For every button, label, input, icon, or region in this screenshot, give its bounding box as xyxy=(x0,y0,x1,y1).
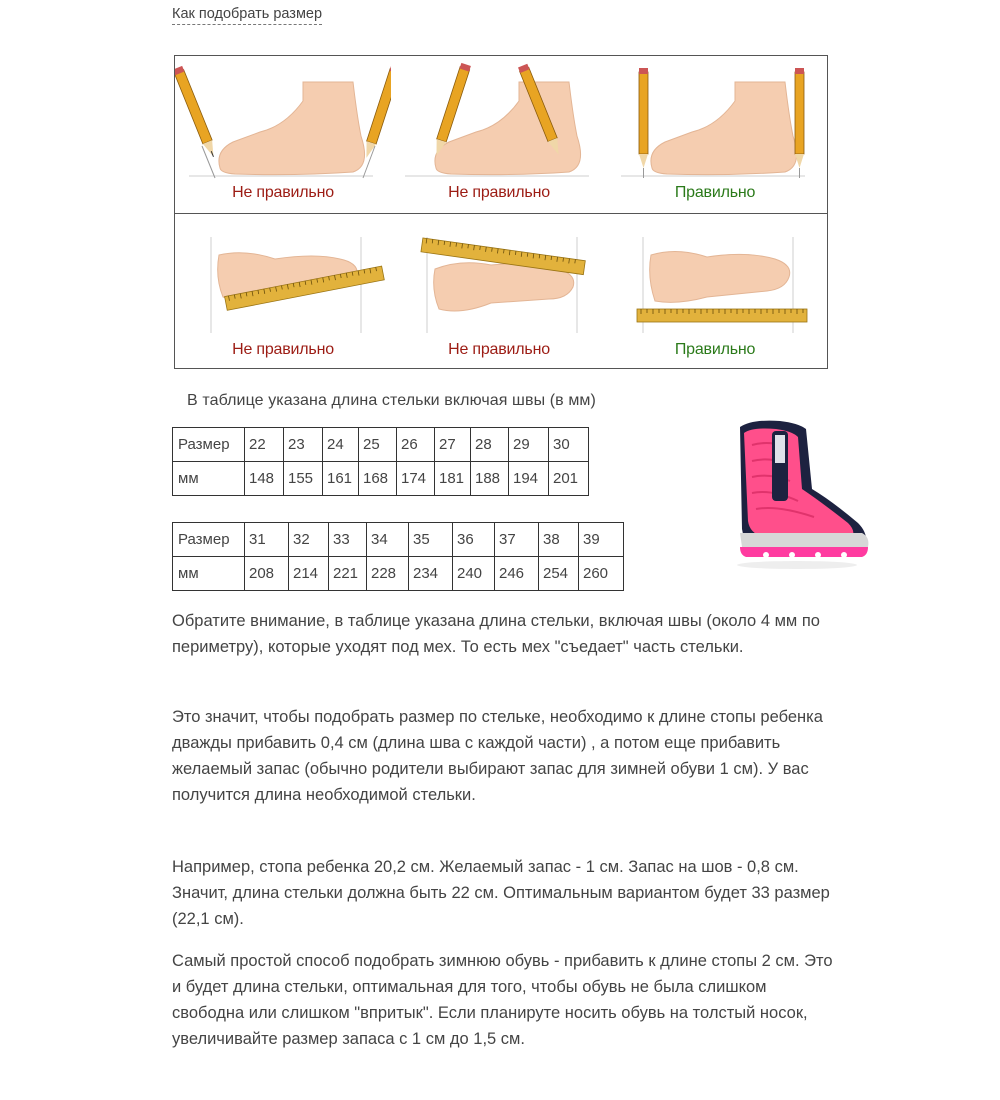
table-header-cell: Размер xyxy=(173,523,245,557)
length-cell: 260 xyxy=(579,557,624,591)
size-table-2 xyxy=(172,522,624,591)
size-guide-link[interactable]: Как подобрать размер xyxy=(172,6,322,25)
length-cell: 234 xyxy=(409,557,453,591)
diagram-cell-side-right xyxy=(607,56,823,213)
verdict-label: Не правильно xyxy=(232,341,334,358)
length-cell: 254 xyxy=(539,557,579,591)
table-caption: В таблице указана длина стельки включая швы (в мм) xyxy=(187,392,596,409)
length-cell: 194 xyxy=(509,462,549,496)
length-cell: 246 xyxy=(495,557,539,591)
length-cell: 240 xyxy=(453,557,495,591)
length-cell: 168 xyxy=(359,462,397,496)
verdict-label: Правильно xyxy=(674,341,756,358)
verdict-label: Не правильно xyxy=(448,184,550,201)
diagram-cell-ruler-wrong-1 xyxy=(175,213,391,370)
paragraph-example: Например, стопа ребенка 20,2 см. Желаемый запас - 1 см. Запас на шов - 0,8 см. Значит, длина стельки должна быть 22 см. Оптимальным вариантом будет 33 размер (22,1 см). xyxy=(172,858,830,928)
size-cell: 29 xyxy=(509,428,549,462)
length-cell: 188 xyxy=(471,462,509,496)
verdict-label: Не правильно xyxy=(448,341,550,358)
size-cell: 23 xyxy=(284,428,323,462)
table-unit-cell: мм xyxy=(173,557,245,591)
size-cell: 24 xyxy=(323,428,359,462)
length-cell: 181 xyxy=(435,462,471,496)
length-cell: 155 xyxy=(284,462,323,496)
pink-winter-boot-image xyxy=(722,405,872,570)
diagram-cell-ruler-wrong-2 xyxy=(391,213,607,370)
table-row-lengths xyxy=(173,557,624,591)
length-cell: 221 xyxy=(329,557,367,591)
size-cell: 33 xyxy=(329,523,367,557)
table-unit-cell: мм xyxy=(173,462,245,496)
size-cell: 22 xyxy=(245,428,284,462)
size-cell: 32 xyxy=(289,523,329,557)
table-row-lengths xyxy=(173,462,589,496)
verdict-label: Правильно xyxy=(674,184,756,201)
verdict-label: Не правильно xyxy=(232,184,334,201)
table-row-sizes xyxy=(173,428,589,462)
foot-measurement-diagram xyxy=(174,55,828,369)
paragraph-seam-note: Обратите внимание, в таблице указана длина стельки, включая швы (около 4 мм по периметру), которые уходят под мех. То есть мех "съедает" часть стельки. xyxy=(172,612,820,656)
length-cell: 201 xyxy=(549,462,589,496)
diagram-cell-side-wrong-2 xyxy=(391,56,607,213)
size-cell: 38 xyxy=(539,523,579,557)
length-cell: 174 xyxy=(397,462,435,496)
size-cell: 31 xyxy=(245,523,289,557)
table-header-cell: Размер xyxy=(173,428,245,462)
size-cell: 34 xyxy=(367,523,409,557)
length-cell: 228 xyxy=(367,557,409,591)
table-row-sizes xyxy=(173,523,624,557)
paragraph-simple-method: Самый простой способ подобрать зимнюю обувь - прибавить к длине стопы 2 см. Это и будет длина стельки, оптимальная для того, чтобы обувь не была слишком свободна или слишком "впритык". Если планируте носить обувь на толстый носок, увеличивайте размер запаса с 1 см до 1,5 см. xyxy=(172,952,833,1048)
size-cell: 37 xyxy=(495,523,539,557)
length-cell: 161 xyxy=(323,462,359,496)
length-cell: 214 xyxy=(289,557,329,591)
diagram-cell-side-wrong-1 xyxy=(175,56,391,213)
size-cell: 26 xyxy=(397,428,435,462)
size-cell: 36 xyxy=(453,523,495,557)
size-cell: 25 xyxy=(359,428,397,462)
size-cell: 30 xyxy=(549,428,589,462)
size-cell: 39 xyxy=(579,523,624,557)
size-table-1 xyxy=(172,427,589,496)
length-cell: 208 xyxy=(245,557,289,591)
size-cell: 28 xyxy=(471,428,509,462)
size-cell: 27 xyxy=(435,428,471,462)
paragraph-calculation: Это значит, чтобы подобрать размер по стельке, необходимо к длине стопы ребенка дважды прибавить 0,4 см (длина шва с каждой части) , а потом еще прибавить желаемый запас (обычно родители выбирают запас для зимней обуви 1 см). У вас получится длина необходимой стельки. xyxy=(172,708,823,804)
length-cell: 148 xyxy=(245,462,284,496)
size-cell: 35 xyxy=(409,523,453,557)
diagram-cell-ruler-right xyxy=(607,213,823,370)
